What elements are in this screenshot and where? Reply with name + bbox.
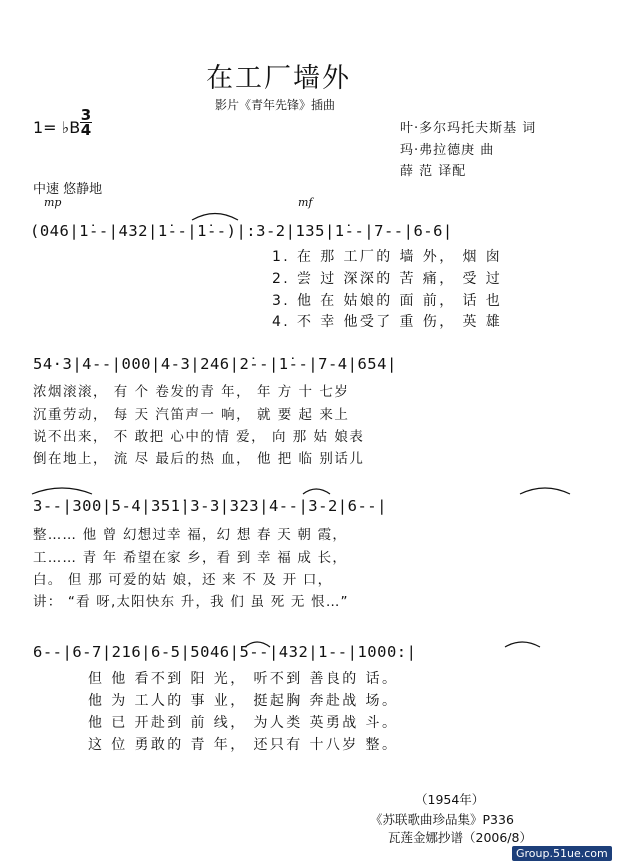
lyric-line-1-2: 2. 尝 过 深深的 苦 痛， 受 过	[272, 271, 503, 287]
song-subtitle: 影片《青年先锋》插曲	[215, 98, 336, 112]
lyric-line-4-4: 这 位 勇敢的 青 年， 还只有 十八岁 整。	[88, 737, 399, 753]
watermark-logo: Group.51ue.com	[512, 846, 612, 861]
lyric-line-4-2: 他 为 工人的 事 业， 挺起胸 奔赴战 场。	[88, 693, 399, 709]
translator-credit: 薛 范 译配	[400, 164, 467, 179]
lyric-line-3-2: 工…… 青 年 希望在家 乡，看 到 幸 福 成 长，	[33, 550, 348, 566]
notes-line-2: 54·3|4--|000|4-3|246|2̇--|1̇--|7-4|654|	[33, 355, 397, 373]
time-signature-bottom: 4	[80, 121, 92, 139]
notes-line-1: (046|1̇--|432|1̇--|1̇--)|:3-2|135|1̇--|7--|6-6|	[30, 222, 453, 240]
lyric-line-4-3: 他 已 开赴到 前 线， 为人类 英勇战 斗。	[88, 715, 399, 731]
lyric-line-2-4: 倒在地上， 流 尽 最后的热 血， 他 把 临 别话儿	[33, 451, 365, 467]
lyric-line-3-1: 整…… 他 曾 幻想过幸 福，幻 想 春 天 朝 霞，	[33, 527, 348, 543]
lyric-line-1-3: 3. 他 在 姑娘的 面 前， 话 也	[272, 293, 503, 309]
source-note: 《苏联歌曲珍品集》P336	[370, 812, 514, 827]
lyric-line-2-2: 沉重劳动， 每 天 汽笛声一 响， 就 要 起 来上	[33, 407, 350, 423]
lyricist-credit: 叶·多尔玛托夫斯基 词	[400, 121, 537, 136]
key-signature: 1= ♭B	[33, 118, 81, 137]
notes-line-4: 6--|6-7|216|6-5|5046|5--|432|1--|1000:|	[33, 643, 417, 661]
transcriber-note: 瓦莲金娜抄谱（2006/8）	[388, 830, 532, 845]
lyric-line-2-1: 浓烟滚滚， 有 个 卷发的青 年， 年 方 十 七岁	[33, 384, 350, 400]
dynamic-mf: mf	[298, 196, 313, 209]
lyric-line-2-3: 说不出来， 不 敢把 心中的情 爱， 向 那 姑 娘表	[33, 429, 365, 445]
dynamic-mp: mp	[44, 196, 62, 209]
time-signature-top: 3	[80, 106, 92, 124]
composer-credit: 玛·弗拉德庚 曲	[400, 143, 495, 158]
tempo-marking: 中速 悠静地	[33, 182, 103, 197]
lyric-line-3-4: 讲： “看 呀,太阳快东 升，我 们 虽 死 无 恨…”	[33, 594, 349, 610]
year-note: （1954年）	[415, 792, 485, 807]
lyric-line-1-4: 4. 不 幸 他受了 重 伤， 英 雄	[272, 314, 503, 330]
lyric-line-4-1: 但 他 看不到 阳 光， 听不到 善良的 话。	[88, 671, 399, 687]
lyric-line-3-3: 白。 但 那 可爱的姑 娘，还 来 不 及 开 口，	[33, 572, 333, 588]
song-title: 在工厂墙外	[206, 63, 351, 94]
notes-line-3: 3--|300|5-4|351̇|3-3|323|4--|3-2|6--|	[33, 497, 387, 515]
lyric-line-1-1: 1. 在 那 工厂的 墙 外， 烟 囱	[272, 249, 503, 265]
